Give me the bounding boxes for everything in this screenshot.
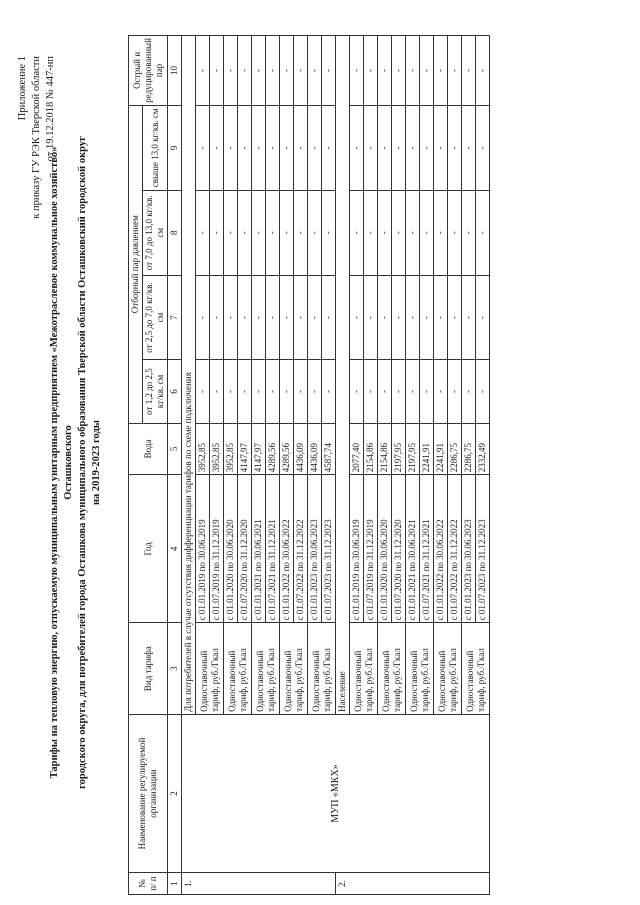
period: с 01.07.2023 по 31.12.2023 xyxy=(322,475,336,623)
period: с 01.01.2019 по 30.06.2019 xyxy=(196,475,210,623)
empty-tariff-cell: - xyxy=(322,36,336,106)
empty-tariff-cell: - xyxy=(196,105,210,190)
header-steam-3: от 7,0 до 13,0 кг/кв. см xyxy=(143,190,168,275)
empty-tariff-cell: - xyxy=(294,36,308,106)
header-org: Наименование регулируемой организации xyxy=(129,714,168,872)
column-index: 8 xyxy=(168,190,182,275)
header-steam-2: от 2,5 до 7,0 кг/кв. см xyxy=(143,275,168,360)
column-index: 7 xyxy=(168,275,182,360)
water-tariff: 2077,40 xyxy=(350,423,364,475)
period: с 01.01.2020 по 30.06.2020 xyxy=(378,475,392,623)
empty-tariff-cell: - xyxy=(252,360,266,423)
empty-tariff-cell: - xyxy=(476,275,490,360)
empty-tariff-cell: - xyxy=(308,105,322,190)
period: с 01.01.2022 по 30.06.2022 xyxy=(434,475,448,623)
tariff-kind: Одноставочный тариф, руб./Гкал xyxy=(434,623,462,715)
empty-tariff-cell: - xyxy=(322,275,336,360)
title-line-3: на 2019-2023 годы xyxy=(91,420,102,506)
tariff-kind: Одноставочный тариф, руб./Гкал xyxy=(196,623,224,715)
period: с 01.01.2023 по 30.06.2023 xyxy=(462,475,476,623)
column-index: 1 xyxy=(168,873,182,895)
empty-tariff-cell: - xyxy=(238,105,252,190)
document-title xyxy=(48,110,104,815)
empty-tariff-cell: - xyxy=(364,105,378,190)
empty-tariff-cell: - xyxy=(448,360,462,423)
empty-tariff-cell: - xyxy=(252,105,266,190)
empty-tariff-cell: - xyxy=(364,275,378,360)
empty-tariff-cell: - xyxy=(308,360,322,423)
empty-tariff-cell: - xyxy=(434,275,448,360)
empty-tariff-cell: - xyxy=(434,190,448,275)
column-index: 9 xyxy=(168,105,182,190)
period: с 01.01.2019 по 30.06.2019 xyxy=(350,475,364,623)
empty-tariff-cell: - xyxy=(420,36,434,106)
empty-tariff-cell: - xyxy=(196,190,210,275)
empty-tariff-cell: - xyxy=(238,190,252,275)
empty-tariff-cell: - xyxy=(392,275,406,360)
column-index: 6 xyxy=(168,360,182,423)
empty-tariff-cell: - xyxy=(224,275,238,360)
tariff-kind: Одноставочный тариф, руб./Гкал xyxy=(406,623,434,715)
empty-tariff-cell: - xyxy=(462,36,476,106)
section-label: Для потребителей в случае отсутствия дифференциации тарифов по схеме подключения xyxy=(182,36,196,715)
empty-tariff-cell: - xyxy=(350,105,364,190)
empty-tariff-cell: - xyxy=(448,105,462,190)
empty-tariff-cell: - xyxy=(224,105,238,190)
empty-tariff-cell: - xyxy=(420,105,434,190)
header-kind: Вид тарифа xyxy=(129,623,168,715)
water-tariff: 4289,56 xyxy=(280,423,294,475)
empty-tariff-cell: - xyxy=(350,36,364,106)
period: с 01.01.2022 по 30.06.2022 xyxy=(280,475,294,623)
empty-tariff-cell: - xyxy=(462,105,476,190)
tariff-table xyxy=(128,35,490,895)
empty-tariff-cell: - xyxy=(266,190,280,275)
water-tariff: 2154,86 xyxy=(364,423,378,475)
water-tariff: 4436,09 xyxy=(294,423,308,475)
empty-tariff-cell: - xyxy=(266,36,280,106)
tariff-kind: Одноставочный тариф, руб./Гкал xyxy=(378,623,406,715)
title-line-1: Тарифы на тепловую энергию, отпускаемую муниципальным унитарным предприятием «Межотраслевое коммунальное хозяйство» Осташковского xyxy=(49,146,74,779)
empty-tariff-cell: - xyxy=(406,190,420,275)
water-tariff: 3952,85 xyxy=(224,423,238,475)
water-tariff: 2154,86 xyxy=(378,423,392,475)
empty-tariff-cell: - xyxy=(308,190,322,275)
empty-tariff-cell: - xyxy=(448,190,462,275)
empty-tariff-cell: - xyxy=(210,275,224,360)
empty-tariff-cell: - xyxy=(210,360,224,423)
empty-tariff-cell: - xyxy=(280,360,294,423)
period: с 01.07.2022 по 31.12.2022 xyxy=(448,475,462,623)
empty-tariff-cell: - xyxy=(238,275,252,360)
column-index: 3 xyxy=(168,623,182,715)
empty-tariff-cell: - xyxy=(308,36,322,106)
period: с 01.01.2021 по 30.06.2021 xyxy=(406,475,420,623)
water-tariff: 3952,85 xyxy=(210,423,224,475)
empty-tariff-cell: - xyxy=(448,36,462,106)
empty-tariff-cell: - xyxy=(434,36,448,106)
empty-tariff-cell: - xyxy=(378,105,392,190)
section-row xyxy=(182,36,196,895)
appendix-line-2: к приказу ГУ РЭК Тверской области xyxy=(31,56,42,219)
section-number: 2. xyxy=(336,873,490,895)
empty-tariff-cell: - xyxy=(476,36,490,106)
tariff-kind: Одноставочный тариф, руб./Гкал xyxy=(462,623,490,715)
period: с 01.07.2021 по 31.12.2021 xyxy=(420,475,434,623)
header-num: № п/ п xyxy=(129,873,168,895)
tariff-table-body xyxy=(182,36,490,895)
empty-tariff-cell: - xyxy=(420,275,434,360)
organization-name: МУП «МКХ» xyxy=(182,714,490,872)
empty-tariff-cell: - xyxy=(406,275,420,360)
empty-tariff-cell: - xyxy=(280,105,294,190)
empty-tariff-cell: - xyxy=(462,275,476,360)
water-tariff: 2286,75 xyxy=(448,423,462,475)
empty-tariff-cell: - xyxy=(322,190,336,275)
period: с 01.01.2023 по 30.06.2023 xyxy=(308,475,322,623)
empty-tariff-cell: - xyxy=(476,190,490,275)
empty-tariff-cell: - xyxy=(294,105,308,190)
empty-tariff-cell: - xyxy=(322,360,336,423)
water-tariff: 4147,97 xyxy=(238,423,252,475)
tariff-kind: Одноставочный тариф, руб./Гкал xyxy=(252,623,280,715)
empty-tariff-cell: - xyxy=(294,360,308,423)
period: с 01.07.2023 по 31.12.2023 xyxy=(476,475,490,623)
empty-tariff-cell: - xyxy=(392,36,406,106)
empty-tariff-cell: - xyxy=(280,275,294,360)
empty-tariff-cell: - xyxy=(280,36,294,106)
period: с 01.07.2020 по 31.12.2020 xyxy=(392,475,406,623)
empty-tariff-cell: - xyxy=(434,105,448,190)
empty-tariff-cell: - xyxy=(420,360,434,423)
period: с 01.07.2020 по 31.12.2020 xyxy=(238,475,252,623)
empty-tariff-cell: - xyxy=(266,360,280,423)
tariff-kind: Одноставочный тариф, руб./Гкал xyxy=(224,623,252,715)
empty-tariff-cell: - xyxy=(406,360,420,423)
empty-tariff-cell: - xyxy=(448,275,462,360)
empty-tariff-cell: - xyxy=(364,360,378,423)
water-tariff: 4436,09 xyxy=(308,423,322,475)
empty-tariff-cell: - xyxy=(364,36,378,106)
empty-tariff-cell: - xyxy=(378,360,392,423)
column-index: 10 xyxy=(168,36,182,106)
water-tariff: 3952,85 xyxy=(196,423,210,475)
period: с 01.07.2021 по 31.12.2021 xyxy=(266,475,280,623)
empty-tariff-cell: - xyxy=(476,105,490,190)
tariff-kind: Одноставочный тариф, руб./Гкал xyxy=(308,623,336,715)
tariff-kind: Одноставочный тариф, руб./Гкал xyxy=(280,623,308,715)
header-water: Вода xyxy=(129,423,168,475)
empty-tariff-cell: - xyxy=(252,36,266,106)
header-row-1 xyxy=(129,36,143,895)
empty-tariff-cell: - xyxy=(238,36,252,106)
empty-tariff-cell: - xyxy=(196,360,210,423)
empty-tariff-cell: - xyxy=(350,275,364,360)
water-tariff: 4147,97 xyxy=(252,423,266,475)
title-line-2: городского округа, для потребителей города Осташкова муниципального образования Тверской области Осташковский городской округ xyxy=(77,136,88,789)
empty-tariff-cell: - xyxy=(266,105,280,190)
empty-tariff-cell: - xyxy=(406,105,420,190)
empty-tariff-cell: - xyxy=(378,190,392,275)
period: с 01.01.2020 по 30.06.2020 xyxy=(224,475,238,623)
water-tariff: 4587,74 xyxy=(322,423,336,475)
period: с 01.07.2019 по 31.12.2019 xyxy=(364,475,378,623)
column-index: 5 xyxy=(168,423,182,475)
header-steam-1: от 1,2 до 2,5 кг/кв. см xyxy=(143,360,168,423)
empty-tariff-cell: - xyxy=(238,360,252,423)
tariff-kind: Одноставочный тариф, руб./Гкал xyxy=(350,623,378,715)
empty-tariff-cell: - xyxy=(322,105,336,190)
empty-tariff-cell: - xyxy=(392,105,406,190)
empty-tariff-cell: - xyxy=(294,190,308,275)
period: с 01.01.2021 по 30.06.2021 xyxy=(252,475,266,623)
empty-tariff-cell: - xyxy=(462,190,476,275)
empty-tariff-cell: - xyxy=(210,36,224,106)
empty-tariff-cell: - xyxy=(210,105,224,190)
empty-tariff-cell: - xyxy=(224,190,238,275)
water-tariff: 2332,49 xyxy=(476,423,490,475)
empty-tariff-cell: - xyxy=(462,360,476,423)
empty-tariff-cell: - xyxy=(266,275,280,360)
appendix-line-3: от 19.12.2018 № 447-нп xyxy=(45,56,56,162)
empty-tariff-cell: - xyxy=(392,360,406,423)
water-tariff: 2241,91 xyxy=(434,423,448,475)
water-tariff: 2197,95 xyxy=(392,423,406,475)
water-tariff: 2197,95 xyxy=(406,423,420,475)
appendix-line-1: Приложение 1 xyxy=(17,56,28,121)
empty-tariff-cell: - xyxy=(350,190,364,275)
empty-tariff-cell: - xyxy=(196,275,210,360)
header-steam-group: Отборный пар давлением xyxy=(129,105,143,423)
empty-tariff-cell: - xyxy=(224,36,238,106)
section-number: 1. xyxy=(182,873,336,895)
empty-tariff-cell: - xyxy=(378,275,392,360)
empty-tariff-cell: - xyxy=(350,360,364,423)
empty-tariff-cell: - xyxy=(210,190,224,275)
empty-tariff-cell: - xyxy=(252,275,266,360)
column-index: 2 xyxy=(168,714,182,872)
empty-tariff-cell: - xyxy=(308,275,322,360)
column-index: 4 xyxy=(168,475,182,623)
column-index-row xyxy=(168,36,182,895)
empty-tariff-cell: - xyxy=(294,275,308,360)
empty-tariff-cell: - xyxy=(280,190,294,275)
empty-tariff-cell: - xyxy=(252,190,266,275)
empty-tariff-cell: - xyxy=(406,36,420,106)
section-label: Население xyxy=(336,36,350,715)
empty-tariff-cell: - xyxy=(196,36,210,106)
water-tariff: 2241,91 xyxy=(420,423,434,475)
empty-tariff-cell: - xyxy=(476,360,490,423)
empty-tariff-cell: - xyxy=(364,190,378,275)
period: с 01.07.2019 по 31.12.2019 xyxy=(210,475,224,623)
empty-tariff-cell: - xyxy=(434,360,448,423)
header-year: Год xyxy=(129,475,168,623)
water-tariff: 4289,56 xyxy=(266,423,280,475)
water-tariff: 2286,75 xyxy=(462,423,476,475)
header-steam-4: свыше 13,0 кг/кв. см xyxy=(143,105,168,190)
empty-tariff-cell: - xyxy=(420,190,434,275)
empty-tariff-cell: - xyxy=(392,190,406,275)
empty-tariff-cell: - xyxy=(378,36,392,106)
empty-tariff-cell: - xyxy=(224,360,238,423)
header-sharp-steam: Острый и редуцированный пар xyxy=(129,36,168,106)
period: с 01.07.2022 по 31.12.2022 xyxy=(294,475,308,623)
